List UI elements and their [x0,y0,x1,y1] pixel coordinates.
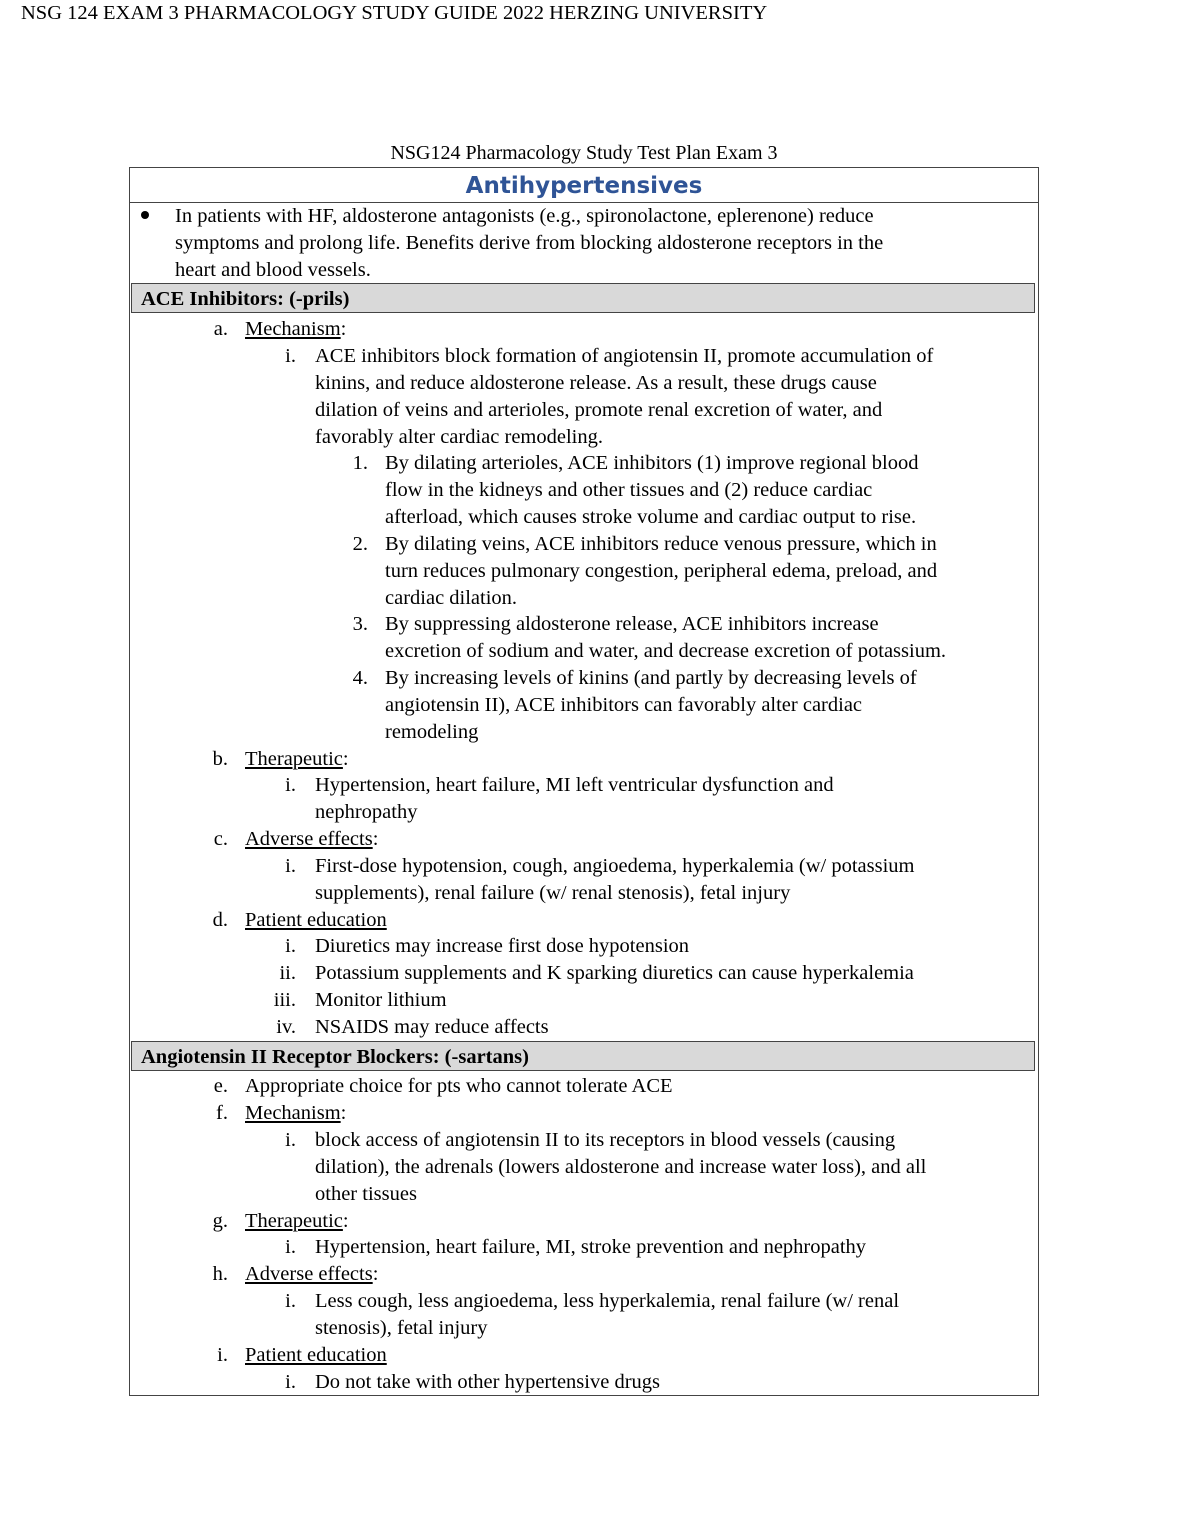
list-item-line: Potassium supplements and K sparking diuretics can cause hyperkalemia [315,962,914,984]
list-item-line: supplements), renal failure (w/ renal stenosis), fetal injury [315,882,791,904]
list-item-line: By dilating arterioles, ACE inhibitors (1) improve regional blood [385,452,919,474]
list-marker: i. [285,1371,296,1393]
list-marker: g. [212,1210,228,1232]
list-marker: 4. [352,667,368,689]
list-item-line: afterload, which causes stroke volume and cardiac output to rise. [385,506,917,528]
list-item-line: Hypertension, heart failure, MI, stroke prevention and nephropathy [315,1236,867,1258]
item-label-adverse-effects: Adverse effects: [245,828,379,850]
list-marker: i. [285,855,296,877]
item-label-therapeutic: Therapeutic: [245,1210,349,1232]
list-marker: h. [212,1263,228,1285]
item-label-mechanism: Mechanism: [245,318,347,340]
item-label-patient-education: Patient education [245,1344,387,1366]
list-item-line: NSAIDS may reduce affects [315,1016,549,1038]
bullet-icon [141,211,149,219]
list-marker: 3. [352,613,368,635]
section-heading-ace: ACE Inhibitors: (-prils) [131,283,1035,313]
list-item-line: Appropriate choice for pts who cannot tolerate ACE [245,1075,673,1097]
table-caption: NSG124 Pharmacology Study Test Plan Exam 3 [390,142,778,164]
list-item-line: Diuretics may increase first dose hypotension [315,935,690,957]
list-marker: i. [285,1290,296,1312]
list-item-line: nephropathy [315,801,418,823]
list-marker: i. [285,774,296,796]
list-marker: iii. [273,989,296,1011]
list-item-line: dilation), the adrenals (lowers aldosterone and increase water loss), and all [315,1156,927,1178]
list-marker: i. [285,1236,296,1258]
list-item-line: By suppressing aldosterone release, ACE inhibitors increase [385,613,879,635]
list-item-line: By increasing levels of kinins (and partly by decreasing levels of [385,667,917,689]
item-label-therapeutic: Therapeutic: [245,748,349,770]
list-marker: i. [285,345,296,367]
item-label-adverse-effects: Adverse effects: [245,1263,379,1285]
list-marker: 2. [352,533,368,555]
list-marker: f. [216,1102,228,1124]
list-item-line: First-dose hypotension, cough, angioedema, hyperkalemia (w/ potassium [315,855,915,877]
list-marker: a. [213,318,228,340]
list-item-line: excretion of sodium and water, and decrease excretion of potassium. [385,640,947,662]
list-marker: e. [213,1075,228,1097]
list-marker: i. [285,1129,296,1151]
section-heading-arb: Angiotensin II Receptor Blockers: (-sartans) [131,1041,1035,1071]
table-title: Antihypertensives [130,168,1038,203]
intro-line: heart and blood vessels. [175,259,371,281]
list-item-line: ACE inhibitors block formation of angiotensin II, promote accumulation of [315,345,934,367]
list-item-line: cardiac dilation. [385,587,518,609]
list-item-line: Hypertension, heart failure, MI left ventricular dysfunction and [315,774,834,796]
list-item-line: favorably alter cardiac remodeling. [315,426,603,448]
list-marker: i. [217,1344,228,1366]
list-marker: ii. [279,962,296,984]
intro-line: symptoms and prolong life. Benefits derive from blocking aldosterone receptors in the [175,232,884,254]
list-marker: d. [212,909,228,931]
list-item-line: block access of angiotensin II to its receptors in blood vessels (causing [315,1129,896,1151]
list-marker: i. [285,935,296,957]
list-marker: b. [212,748,228,770]
intro-line: In patients with HF, aldosterone antagonists (e.g., spironolactone, eplerenone) reduce [175,205,874,227]
list-item-line: By dilating veins, ACE inhibitors reduce venous pressure, which in [385,533,937,555]
list-marker: iv. [276,1016,296,1038]
list-item-line: remodeling [385,721,479,743]
list-marker: 1. [352,452,368,474]
list-item-line: flow in the kidneys and other tissues and (2) reduce cardiac [385,479,873,501]
list-marker: c. [213,828,228,850]
list-item-line: Less cough, less angioedema, less hyperkalemia, renal failure (w/ renal [315,1290,900,1312]
document-header: NSG 124 EXAM 3 PHARMACOLOGY STUDY GUIDE 2022 HERZING UNIVERSITY [21,2,768,24]
item-label-mechanism: Mechanism: [245,1102,347,1124]
list-item-line: turn reduces pulmonary congestion, peripheral edema, preload, and [385,560,938,582]
list-item-line: angiotensin II), ACE inhibitors can favorably alter cardiac [385,694,863,716]
list-item-line: dilation of veins and arterioles, promote renal excretion of water, and [315,399,883,421]
list-item-line: stenosis), fetal injury [315,1317,488,1339]
item-label-patient-education: Patient education [245,909,387,931]
list-item-line: kinins, and reduce aldosterone release. As a result, these drugs cause [315,372,877,394]
list-item-line: Monitor lithium [315,989,447,1011]
list-item-line: Do not take with other hypertensive drugs [315,1371,661,1393]
list-item-line: other tissues [315,1183,417,1205]
